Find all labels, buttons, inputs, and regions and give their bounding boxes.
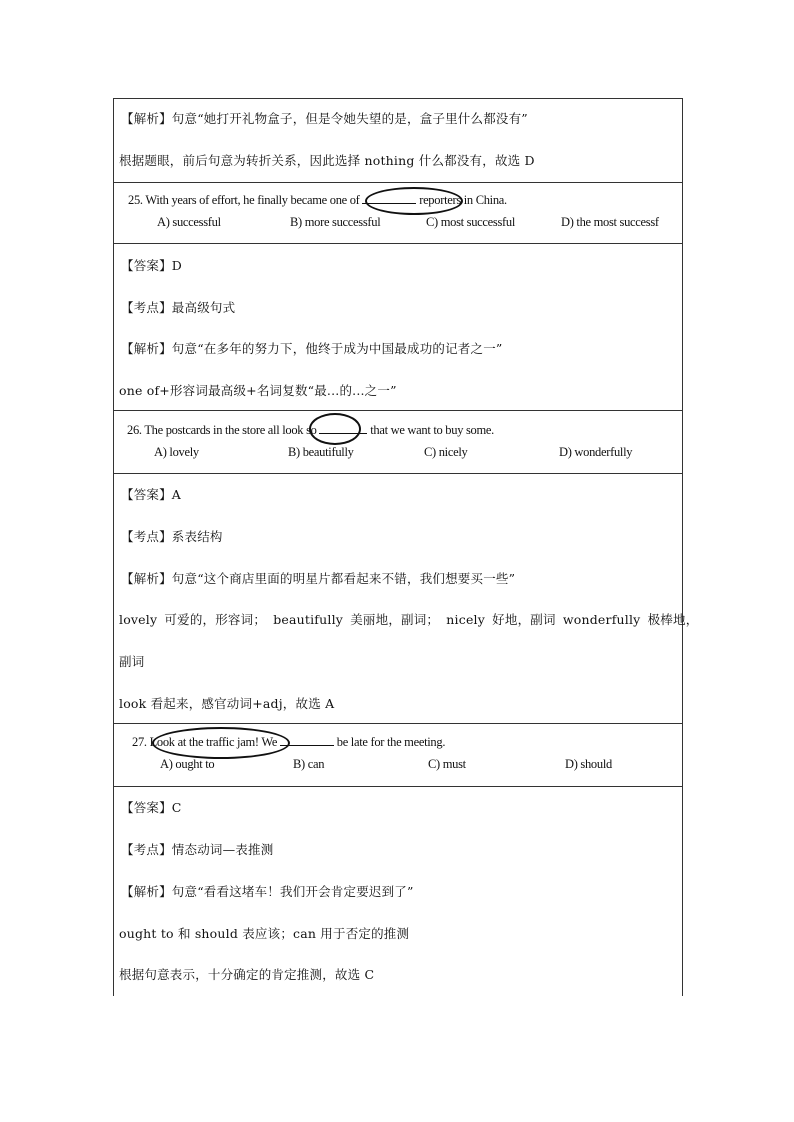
question-number: 25. (128, 193, 143, 207)
circled-phrase: one of (329, 193, 360, 207)
answer-table-frame (113, 98, 683, 996)
row-divider (113, 182, 682, 183)
option-d: D) wonderfully (559, 445, 633, 459)
question-stem-before: With years of effort, he finally became (145, 193, 330, 207)
analysis-note: 根据题眼，前后句意为转折关系，因此选择 nothing 什么都没有，故选 D (119, 153, 535, 168)
row-divider (113, 723, 682, 724)
analysis-text: 【解析】句意“看看这堵车！我们开会肯定要迟到了” (121, 884, 414, 899)
question-number: 26. (127, 423, 142, 437)
answer-label: 【答案】C (121, 800, 182, 815)
row-divider (113, 410, 682, 411)
point-label: 【考点】情态动词—表推测 (121, 842, 274, 857)
circle-annotation (309, 413, 361, 445)
analysis-note: 根据句意表示，十分确定的肯定推测，故选 C (119, 967, 375, 982)
question-stem-after: be late for the meeting. (333, 735, 446, 749)
circle-annotation (149, 727, 290, 759)
option-d: D) the most successf (561, 215, 659, 229)
analysis-text: 【解析】句意“她打开礼物盒子，但是令她失望的是，盒子里什么都没有” (121, 111, 528, 126)
question-number: 27. (132, 735, 147, 749)
analysis-note: look 看起来，感官动词+adj，故选 A (119, 696, 335, 711)
option-a: A) successful (157, 215, 221, 229)
question-stem-before: We (258, 735, 280, 749)
analysis-note: one of+形容词最高级+名词复数“最...的...之一” (119, 383, 397, 398)
analysis-note: ought to 和 should 表应该；can 用于否定的推测 (119, 926, 410, 941)
question-stem-after: that we want to buy some. (367, 423, 494, 437)
option-b: B) can (293, 757, 325, 771)
row-divider (113, 243, 682, 244)
analysis-note-continued: 副词 (119, 654, 145, 669)
row-divider (113, 786, 682, 787)
question-stem-after: reporters in China. (416, 193, 507, 207)
answer-label: 【答案】A (121, 487, 182, 502)
circled-phrase: look so (282, 423, 317, 437)
point-label: 【考点】系表结构 (121, 529, 223, 544)
option-c: C) nicely (424, 445, 468, 459)
circle-annotation (365, 187, 463, 215)
analysis-text: 【解析】句意“这个商店里面的明星片都看起来不错，我们想要买一些” (121, 571, 516, 586)
circled-phrase: Look at the traffic jam! (149, 735, 259, 749)
option-c: C) most successful (426, 215, 516, 229)
row-divider (113, 473, 682, 474)
option-d: D) should (565, 757, 612, 771)
question-stem-before: The postcards in the store all (144, 423, 283, 437)
analysis-note: lovely 可爱的，形容词； beautifully 美丽地，副词； nicely 好地，副词 wonderfully 极棒地， (119, 612, 699, 627)
option-a: A) lovely (154, 445, 199, 459)
option-b: B) more successful (290, 215, 381, 229)
analysis-text: 【解析】句意“在多年的努力下，他终于成为中国最成功的记者之一” (121, 341, 503, 356)
option-a: A) ought to (160, 757, 215, 771)
option-b: B) beautifully (288, 445, 354, 459)
point-label: 【考点】最高级句式 (121, 300, 236, 315)
option-c: C) must (428, 757, 466, 771)
answer-label: 【答案】D (121, 258, 183, 273)
